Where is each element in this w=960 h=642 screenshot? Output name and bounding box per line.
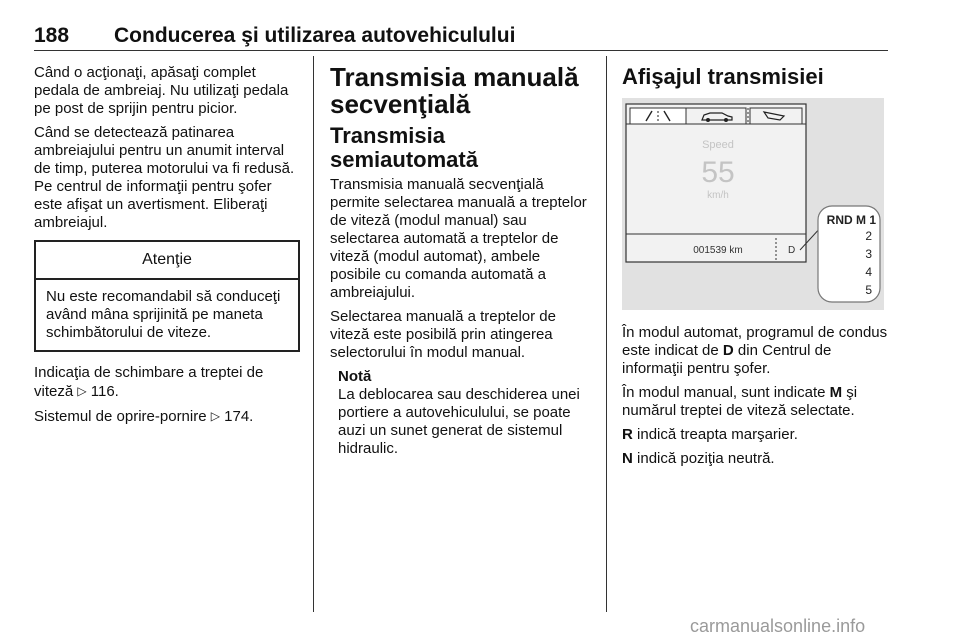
callout-gear-2: 2: [865, 229, 872, 243]
page-ref-icon: ▷: [77, 384, 87, 398]
paragraph-clutch-pedal: Când o acţionaţi, apăsaţi complet pedala de ambreiaj. Nu utilizaţi pedala pe post de sprijin pentru picior.: [34, 64, 289, 117]
shift-indicator-ref[interactable]: 116.: [90, 383, 119, 400]
column-divider-1: [313, 56, 314, 612]
watermark: carmanualsonline.info: [690, 616, 866, 636]
stop-start-text: Sistemul de oprire-pornire: [34, 408, 207, 425]
reverse-text: indică treapta marşarier.: [637, 426, 798, 443]
paragraph-reverse: [622, 426, 888, 444]
column-1: [34, 64, 300, 432]
stop-start-ref[interactable]: 174.: [224, 408, 254, 425]
paragraph-stop-start: [34, 407, 300, 426]
tab-trip-icon: [750, 108, 802, 124]
column-3: [622, 64, 888, 474]
display-illustration: [622, 98, 884, 310]
warning-title: Atenţie: [36, 242, 298, 280]
speed-unit: km/h: [707, 190, 729, 201]
callout-gear-modes: RND M 1: [826, 213, 876, 227]
shift-indicator-text: Indicaţia de schimbare a treptei de viteză: [34, 364, 264, 400]
paragraph-shift-indicator: [34, 364, 300, 401]
paragraph-neutral: [622, 450, 888, 468]
automatic-mode-symbol: D: [722, 342, 734, 359]
page-title: Conducerea şi utilizarea autovehiculului: [114, 24, 516, 47]
paragraph-manual-mode: [622, 384, 888, 420]
header-rule: [34, 50, 888, 51]
note-title: Notă: [338, 368, 372, 385]
manual-mode-symbol: M: [829, 384, 843, 401]
paragraph-clutch-slip: Când se detectează patinarea ambreiajului pentru un anumit interval de timp, puterea motorului va fi redusă. Pe centrul de informaţii pentru şofer este afişat un avertisment. Eliberaţi ambreiajul.: [34, 124, 295, 231]
callout-gear-4: 4: [865, 265, 872, 279]
section-heading: Transmisia manuală secvenţială: [330, 62, 579, 119]
manual-mode-text-a: În modul manual, sunt indicate: [622, 384, 826, 401]
odometer-reading: 001539 km: [693, 245, 743, 256]
warning-body: Nu este recomandabil să conduceţi având mâna sprijinită pe maneta schimbătorului de viteze.: [46, 288, 281, 341]
column-2: [330, 64, 594, 464]
callout-gear-3: 3: [865, 247, 872, 261]
transmission-display-figure: [622, 98, 884, 310]
automatic-mode-text-b: din Centrul de informaţii pentru şofer.: [622, 342, 832, 377]
paragraph-manual-selection: Selectarea manuală a treptelor de viteză este posibilă prin atingerea selectorului în modul manual.: [330, 308, 556, 361]
paragraph-automatic-mode: [622, 324, 888, 378]
speed-label: Speed: [702, 139, 734, 151]
tab-car-icon: [686, 108, 746, 124]
page-number: 188: [34, 24, 70, 47]
manual-mode-text-b: şi numărul treptei de viteză selectate.: [622, 384, 858, 419]
neutral-symbol: N: [622, 450, 633, 467]
display-heading: Afişajul transmisiei: [622, 64, 824, 89]
page-header: [34, 24, 888, 52]
automatic-mode-text-a: În modul automat, programul de condus este indicat de: [622, 324, 888, 359]
callout-gear-5: 5: [865, 283, 872, 297]
speed-value: 55: [701, 156, 735, 189]
neutral-text: indică poziţia neutră.: [637, 450, 775, 467]
column-divider-2: [606, 56, 607, 612]
warning-box: [34, 240, 300, 352]
gear-indicator: D: [788, 245, 796, 256]
section-subheading: Transmisia semiautomată: [330, 123, 478, 172]
page-ref-icon: ▷: [210, 409, 220, 423]
note-body: La deblocarea sau deschiderea unei portiere a autovehiculului, se poate auzi un sunet generat de sistemul hidraulic.: [338, 386, 580, 457]
paragraph-description: Transmisia manuală secvenţială permite selectarea manuală a treptelor de viteză (modul manual) sau selectarea automată a treptelor de viteză (modul automat), ambele posibile cu comanda automată a ambreiajului.: [330, 176, 587, 301]
reverse-symbol: R: [622, 426, 633, 443]
